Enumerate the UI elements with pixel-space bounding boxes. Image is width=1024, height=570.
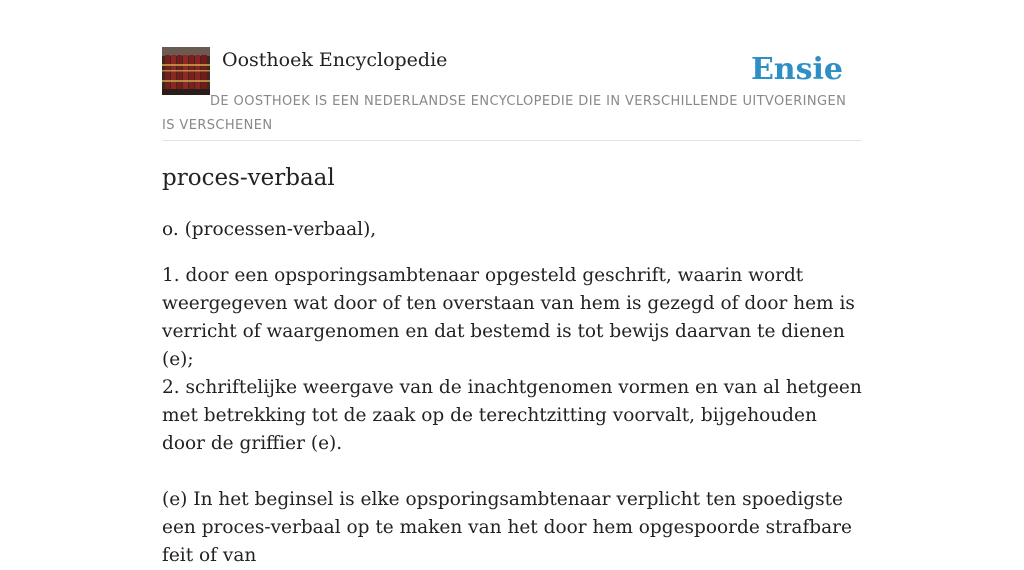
site-tagline: DE OOSTHOEK IS EEN NEDERLANDSE ENCYCLOPEDIE DIE IN VERSCHILLENDE UITVOERINGEN IS VERSCHENEN: [162, 94, 847, 133]
entry-title: proces-verbaal: [162, 165, 335, 191]
site-header: [162, 46, 862, 141]
encyclopedia-books-icon: [162, 47, 210, 95]
encyclopedia-avatar[interactable]: [162, 47, 210, 95]
entry-grammar: o. (processen-verbaal),: [162, 219, 377, 240]
definition-item-2: 2. schriftelijke weergave van de inachtgenomen vormen en van al hetgeen met betrekking tot de zaak op de terechtzitting voorvalt, bijgehouden door de griffier (e).: [162, 377, 862, 454]
site-title[interactable]: Oosthoek Encyclopedie: [222, 49, 448, 71]
ensie-logo-link[interactable]: Ensie: [750, 52, 843, 87]
entry-definition: [162, 262, 862, 458]
entry-note: (e) In het beginsel is elke opsporingsambtenaar verplicht ten spoedigste een proces-verbaal op te maken van het door hem opgespoorde strafbare feit of van: [162, 489, 852, 566]
definition-item-1: 1. door een opsporingsambtenaar opgesteld geschrift, waarin wordt weergegeven wat door of ten overstaan van hem is gezegd of door hem is verricht of waargenomen en dat bestemd is tot bewijs daarvan te dienen (e);: [162, 265, 855, 370]
entry-content: [162, 162, 862, 570]
